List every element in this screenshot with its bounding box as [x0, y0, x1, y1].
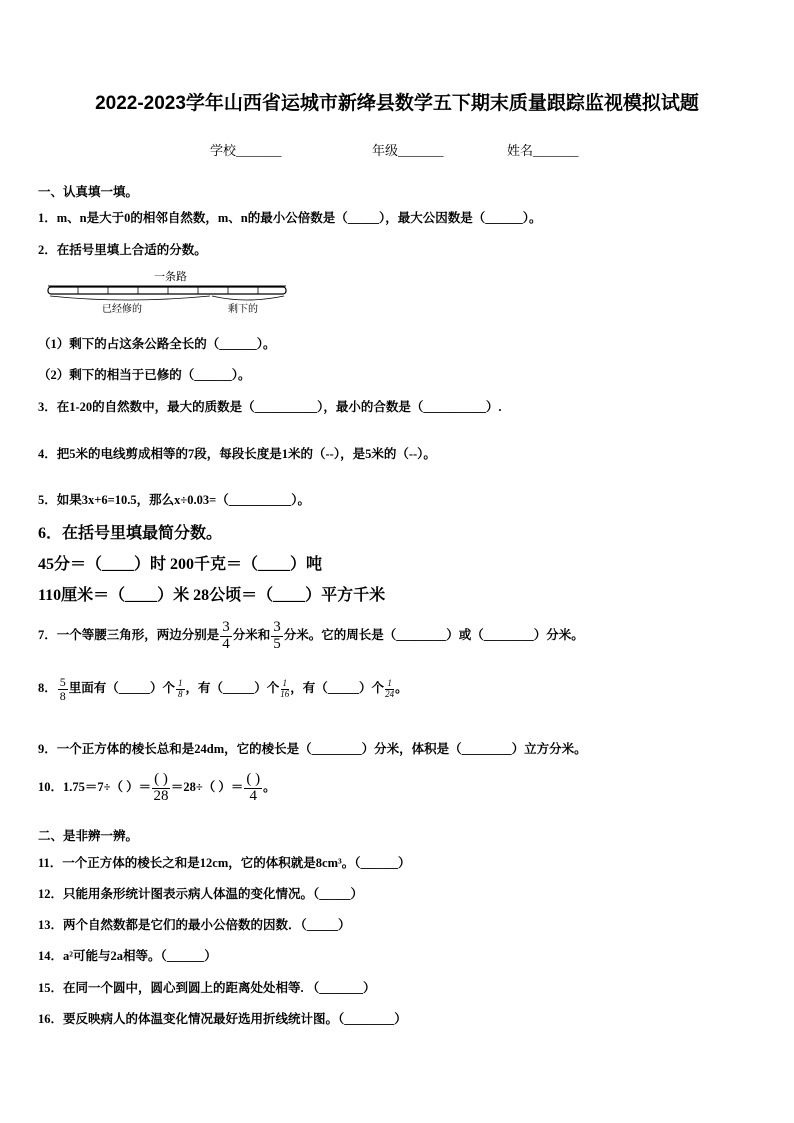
question-3: 3．在1-20的自然数中，最大的质数是（__________），最小的合数是（__________）.: [38, 400, 502, 414]
question-7: 7．一个等腰三角形，两边分别是 $\frac{3}{4}$ 分米和 $\frac{3}{5}$ 分米。它的周长是（________）或（________）分米。: [38, 619, 584, 652]
grade-field: 年级_______: [372, 143, 444, 158]
question-11: 11．一个正方体的棱长之和是12cm，它的体积就是8cm³。（______）: [38, 856, 411, 870]
question-15: 15．在同一个圆中，圆心到圆上的距离处处相等. （_______）: [38, 981, 376, 995]
question-10: 10．1.75＝7÷（ ）＝ $\frac{( )}{28}$ ＝28÷（ ）＝ $\frac{( )}{4}$ 。: [38, 771, 276, 804]
fraction-blank-28: $\frac{( )}{28}$: [153, 771, 169, 804]
question-5: 5．如果3x+6=10.5，那么x÷0.03=（__________）。: [38, 493, 310, 507]
question-9: 9．一个正方体的棱长总和是24dm，它的棱长是（________）分米，体积是（________）立方分米。: [38, 742, 587, 756]
road-diagram: [46, 268, 288, 316]
question-6: 6．在括号里填最简分数。: [38, 525, 223, 542]
question-2-part-2: （2）剩下的相当于已修的（______）。: [38, 368, 251, 382]
question-2: 2．在括号里填上合适的分数。: [38, 243, 207, 257]
question-6-line-1: 45分＝（____）时 200千克＝（____）吨: [38, 556, 323, 573]
question-4: 4．把5米的电线剪成相等的7段，每段长度是1米的（--），是5米的（--）。: [38, 447, 436, 461]
fraction-5-8: $\frac{5}{8}$: [59, 675, 66, 703]
name-field: 姓名_______: [507, 143, 579, 158]
question-1: 1．m、n是大于0的相邻自然数，m、n的最小公倍数是（_____），最大公因数是（______）。: [38, 211, 542, 225]
fraction-3-4: $\frac{3}{4}$: [222, 619, 230, 652]
fraction-1-16: $\frac{1}{16}$: [280, 678, 290, 699]
question-13: 13．两个自然数都是它们的最小公倍数的因数．（_____）: [38, 918, 351, 932]
road-top-label: 一条路: [154, 270, 187, 283]
section-1-heading: 一、认真填一填。: [38, 185, 139, 199]
fraction-1-8: $\frac{1}{8}$: [178, 678, 183, 699]
question-16: 16．要反映病人的体温变化情况最好选用折线统计图。（________）: [38, 1012, 407, 1026]
question-14: 14．a²可能与2a相等。（______）: [38, 949, 217, 963]
question-8: 8． $\frac{5}{8}$ 里面有（_____）个 $\frac{1}{8}$ ，有（_____）个 $\frac{1}{16}$ ，有（_____）个 $\frac{1}{24}$ 。: [38, 675, 408, 703]
fraction-blank-4: $\frac{( )}{4}$: [246, 771, 261, 804]
fraction-1-24: $\frac{1}{24}$: [385, 678, 395, 699]
section-2-heading: 二、是非辨一辨。: [38, 829, 139, 843]
road-right-label: 剩下的: [228, 304, 258, 315]
road-left-label: 已经修的: [102, 304, 142, 315]
question-6-line-2: 110厘米＝（____）米 28公顷＝（____）平方千米: [38, 587, 386, 604]
question-12: 12．只能用条形统计图表示病人体温的变化情况。（_____）: [38, 887, 364, 901]
school-field: 学校_______: [210, 143, 282, 158]
question-2-part-1: （1）剩下的占这条公路全长的（______）。: [38, 337, 276, 351]
page-title: 2022-2023学年山西省运城市新绛县数学五下期末质量跟踪监视模拟试题: [95, 93, 699, 114]
fraction-3-5: $\frac{3}{5}$: [273, 619, 281, 652]
